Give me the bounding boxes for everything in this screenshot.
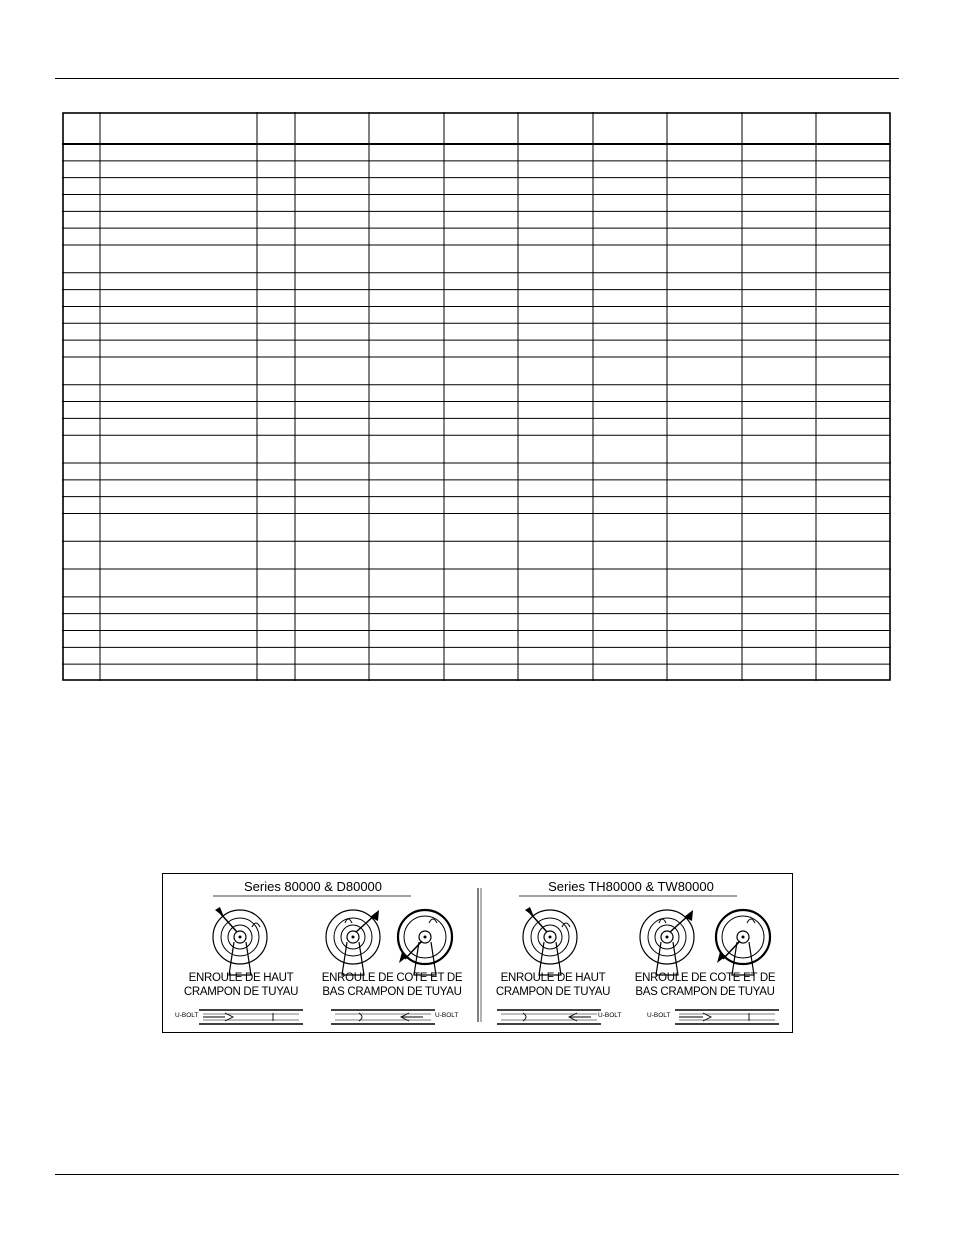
header-rule	[55, 78, 899, 79]
footer-rule	[55, 1174, 899, 1175]
right-panel-b-caption-2: BAS CRAMPON DE TUYAU	[635, 986, 775, 998]
reel-side-mount-right	[640, 910, 694, 975]
left-panel-a-caption-2: CRAMPON DE TUYAU	[183, 986, 299, 998]
right-panel-a-caption-2: CRAMPON DE TUYAU	[495, 986, 611, 998]
right-group-title: Series TH80000 & TW80000	[548, 879, 714, 894]
left-panel-b-ubolt-label: U-BOLT	[435, 1012, 459, 1019]
mounting-diagram-canvas	[163, 874, 792, 1032]
left-panel-b-caption-1: ENROULE DE COTE ET DE	[321, 972, 463, 984]
right-panel-b-caption-1: ENROULE DE COTE ET DE	[634, 972, 776, 984]
table-border	[63, 113, 890, 680]
reel-top-mount-left	[213, 907, 267, 975]
left-group-title: Series 80000 & D80000	[243, 879, 383, 894]
reel-bottom-mount-right	[716, 910, 770, 975]
reel-bottom-mount-left	[398, 910, 452, 975]
reel-side-mount-left	[326, 910, 380, 975]
left-panel-a-ubolt-label: U-BOLT	[175, 1012, 199, 1019]
reel-top-mount-right	[523, 907, 577, 975]
right-panel-a-caption-1: ENROULE DE HAUT	[500, 972, 606, 984]
left-panel-a-caption-1: ENROULE DE HAUT	[188, 972, 294, 984]
mounting-diagram	[162, 873, 793, 1033]
left-panel-b-caption-2: BAS CRAMPON DE TUYAU	[322, 986, 462, 998]
parts-table	[62, 112, 891, 681]
right-panel-a-ubolt-label: U-BOLT	[598, 1012, 622, 1019]
parts-table-grid	[62, 112, 891, 681]
right-panel-b-ubolt-label: U-BOLT	[647, 1012, 671, 1019]
